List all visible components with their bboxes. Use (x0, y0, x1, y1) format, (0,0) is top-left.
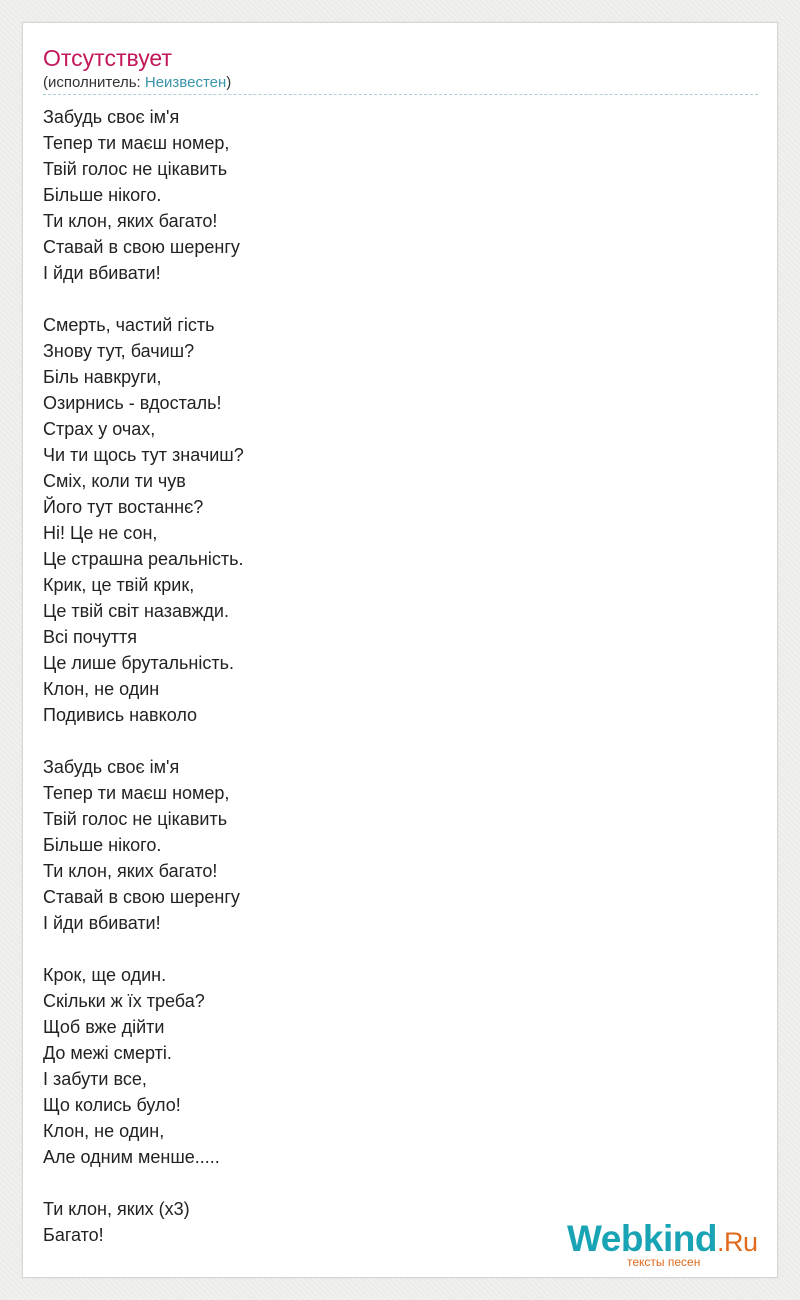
lyric-line: Сміх, коли ти чув (43, 471, 186, 491)
lyric-line (43, 936, 244, 962)
title-divider (43, 94, 758, 95)
lyric-line (43, 728, 244, 754)
lyric-line: Забудь своє ім'я (43, 757, 180, 777)
lyric-line: Біль навкруги, (43, 367, 162, 387)
lyric-line: Подивись навколо (43, 705, 198, 725)
lyric-line: Страх у очах, (43, 419, 156, 439)
lyric-line: І забути все, (43, 1069, 147, 1089)
lyric-line (43, 1170, 244, 1196)
artist-line (43, 73, 231, 93)
lyric-line: Крик, це твій крик, (43, 575, 195, 595)
lyrics-text (43, 104, 244, 1248)
artist-link[interactable]: Неизвестен (144, 74, 227, 91)
lyric-line: Смерть, частий гість (43, 315, 215, 335)
lyric-line: Тепер ти маєш номер, (43, 783, 230, 803)
lyrics-card (22, 22, 778, 1278)
logo-main-text: Webkind (567, 1218, 717, 1259)
lyric-line: Забудь своє ім'я (43, 107, 180, 127)
artist-prefix: (исполнитель: (43, 74, 145, 91)
lyric-line: Озирнись - вдосталь! (43, 393, 222, 413)
logo-tld-text: .Ru (717, 1227, 758, 1257)
song-title: Отсутствует (43, 45, 172, 71)
lyric-line: Більше нікого. (43, 185, 162, 205)
lyric-line: Клон, не один (43, 679, 160, 699)
logo-tagline: тексты песен (627, 1255, 701, 1269)
lyric-line: І йди вбивати! (43, 263, 161, 283)
lyric-line: Знову тут, бачиш? (43, 341, 195, 361)
lyric-line: Ставай в свою шеренгу (43, 237, 240, 257)
lyric-line: Ні! Це не сон, (43, 523, 158, 543)
lyric-line: Ти клон, яких багато! (43, 211, 218, 231)
lyric-line: Ти клон, яких багато! (43, 861, 218, 881)
lyric-line: Крок, ще один. (43, 965, 167, 985)
lyric-line: До межі смерті. (43, 1043, 172, 1063)
lyric-line: Щоб вже дійти (43, 1017, 165, 1037)
lyric-line (43, 286, 244, 312)
lyric-line: Скільки ж їх треба? (43, 991, 205, 1011)
lyric-line: Його тут востаннє? (43, 497, 204, 517)
lyric-line: Тепер ти маєш номер, (43, 133, 230, 153)
site-logo[interactable] (567, 1219, 767, 1269)
artist-suffix: ) (226, 74, 232, 91)
lyric-line: Клон, не один, (43, 1121, 165, 1141)
lyric-line: Більше нікого. (43, 835, 162, 855)
lyric-line: Це страшна реальність. (43, 549, 244, 569)
lyric-line: Твій голос не цікавить (43, 159, 228, 179)
lyric-line: Багато! (43, 1225, 104, 1245)
lyric-line: Ставай в свою шеренгу (43, 887, 240, 907)
lyric-line: Всі почуття (43, 627, 137, 647)
lyric-line: Це лише брутальність. (43, 653, 234, 673)
lyric-line: Ти клон, яких (x3) (43, 1199, 190, 1219)
lyric-line: Але одним менше..... (43, 1147, 220, 1167)
lyric-line: Твій голос не цікавить (43, 809, 228, 829)
lyric-line: Що колись було! (43, 1095, 181, 1115)
lyric-line: Чи ти щось тут значиш? (43, 445, 244, 465)
lyric-line: І йди вбивати! (43, 913, 161, 933)
lyric-line: Це твій світ назавжди. (43, 601, 229, 621)
